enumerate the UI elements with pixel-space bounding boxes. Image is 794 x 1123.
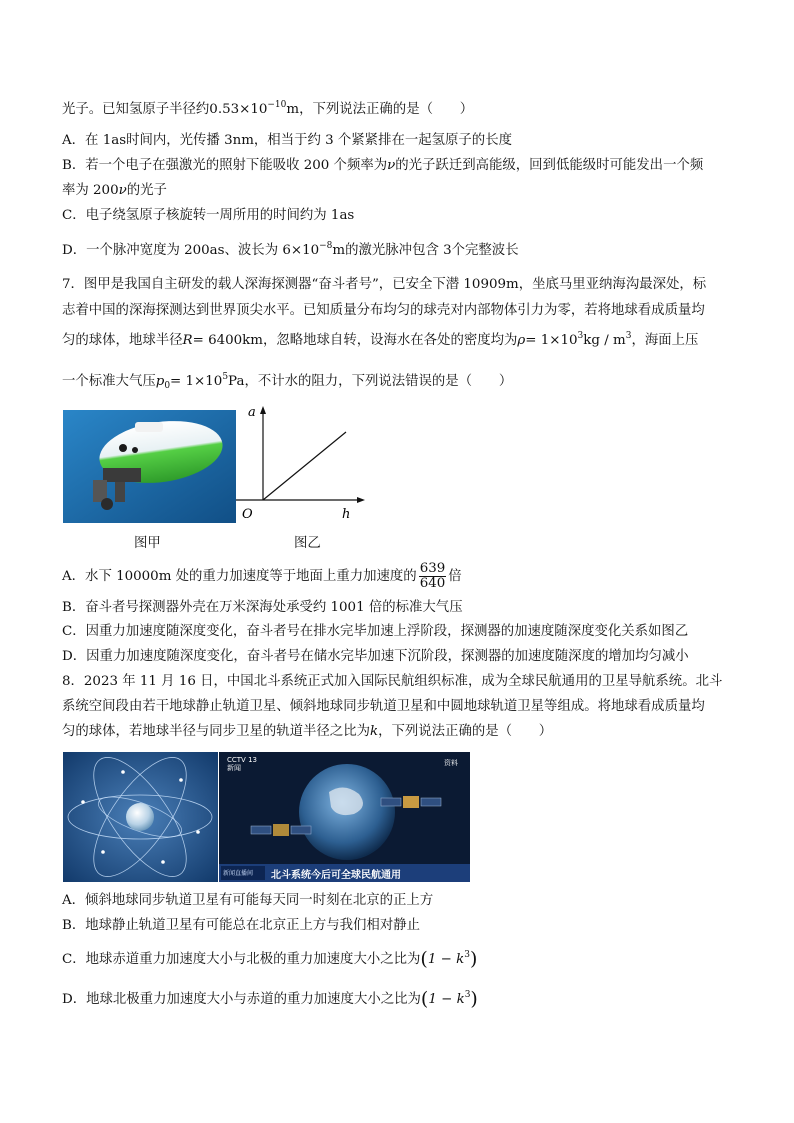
beidou-orbits <box>63 752 218 882</box>
q7-option-a: A．水下 10000m 处的重力加速度等于地面上重力加速度的 $\frac{639}{640}$ 倍 <box>62 561 462 591</box>
a-h-graph <box>236 404 366 528</box>
q7-stem-line1: 7．图甲是我国自主研发的载人深海探测器“奋斗者号”，已安全下潜 10909m，坐底马里亚纳海沟最深处，标 <box>62 277 707 292</box>
x-axis-arrow <box>357 497 365 503</box>
figure-left-caption: 图甲 <box>134 536 161 551</box>
tv-source-label: 资料 <box>444 759 458 767</box>
q7-option-c: C．因重力加速度随深度变化，奋斗者号在排水完毕加速上浮阶段，探测器的加速度随深度变化关系如图乙 <box>62 624 689 639</box>
q7-stem-line4: 一个标准大气压$p_0= 1\times 10^5Pa$，不计水的阻力，下列说法错误的是（ ） <box>62 372 513 391</box>
tv-banner: 北斗系统今后可全球民航通用 <box>271 870 401 881</box>
acceleration-depth-graph <box>236 404 366 528</box>
q6-option-d: D．一个脉冲宽度为 200as、波长为 $6\times 10^{-8}m$的激光脉冲包含 3个完整波长 <box>62 241 519 258</box>
tv-banner-tag: 新闻直播间 <box>223 870 254 877</box>
q8-stem-line3: 匀的球体，若地球半径与同步卫星的轨道半径之比为k，下列说法正确的是（ ） <box>62 724 553 739</box>
q8-option-c: C．地球赤道重力加速度大小与北极的重力加速度大小之比为$(1 - k^3)$ <box>62 948 478 970</box>
submersible-photo <box>63 410 236 523</box>
tv-logo: CCTV 13 新闻 <box>227 756 257 772</box>
graph-line <box>263 432 346 500</box>
q8-option-d: D．地球北极重力加速度大小与赤道的重力加速度大小之比为$(1 - k^3)$ <box>62 988 478 1010</box>
y-axis-arrow <box>260 406 266 414</box>
q6-option-a: A．在 1as时间内，光传播 3nm，相当于约 3 个紧紧排在一起氢原子的长度 <box>62 133 512 148</box>
q8-stem-line2: 系统空间段由若干地球静止轨道卫星、倾斜地球同步轨道卫星和中圆地球轨道卫星等组成。将地球看成质量均 <box>62 699 705 714</box>
q7-option-b: B．奋斗者号探测器外壳在万米深海处承受约 1001 倍的标准大气压 <box>62 600 463 615</box>
news-screenshot <box>219 752 470 882</box>
figure-right-caption: 图乙 <box>294 536 321 551</box>
orbit-illustration <box>63 752 218 882</box>
q6-option-b-line2: 率为 200ν的光子 <box>62 183 167 198</box>
submersible-illustration <box>63 410 236 523</box>
q8-option-a: A．倾斜地球同步轨道卫星有可能每天同一时刻在北京的正上方 <box>62 893 434 908</box>
y-axis-label: a <box>248 405 256 420</box>
q6-stem: 光子。已知氢原子半径约$0.53\times 10^{-10}m$，下列说法正确的是（ ） <box>62 100 474 117</box>
q6-option-c: C．电子绕氢原子核旋转一周所用的时间约为 1as <box>62 208 355 223</box>
x-axis-label: h <box>342 507 351 522</box>
q7-option-d: D．因重力加速度随深度变化，奋斗者号在储水完毕加速下沉阶段，探测器的加速度随深度的增加均匀减小 <box>62 649 689 664</box>
origin-label: O <box>242 507 253 522</box>
q6-option-b-line1: B．若一个电子在强激光的照射下能吸收 200 个频率为ν的光子跃迁到高能级，回到低能级时可能发出一个频 <box>62 158 704 173</box>
q7-stem-line3: 匀的球体，地球半径R= 6400km，忽略地球自转，设海水在各处的密度均为$\rho= 1\times 10^3kg / m^3$，海面上压 <box>62 331 699 348</box>
q8-stem-line1: 8．2023 年 11 月 16 日，中国北斗系统正式加入国际民航组织标准，成为全球民航通用的卫星导航系统。北斗 <box>62 674 723 689</box>
fraction: $\frac{639}{640}$ <box>419 561 446 591</box>
q8-option-b: B．地球静止轨道卫星有可能总在北京正上方与我们相对静止 <box>62 918 420 933</box>
q7-stem-line2: 志着中国的深海探测达到世界顶尖水平。已知质量分布均匀的球壳对内部物体引力为零，若将地球看成质量均 <box>62 303 705 318</box>
